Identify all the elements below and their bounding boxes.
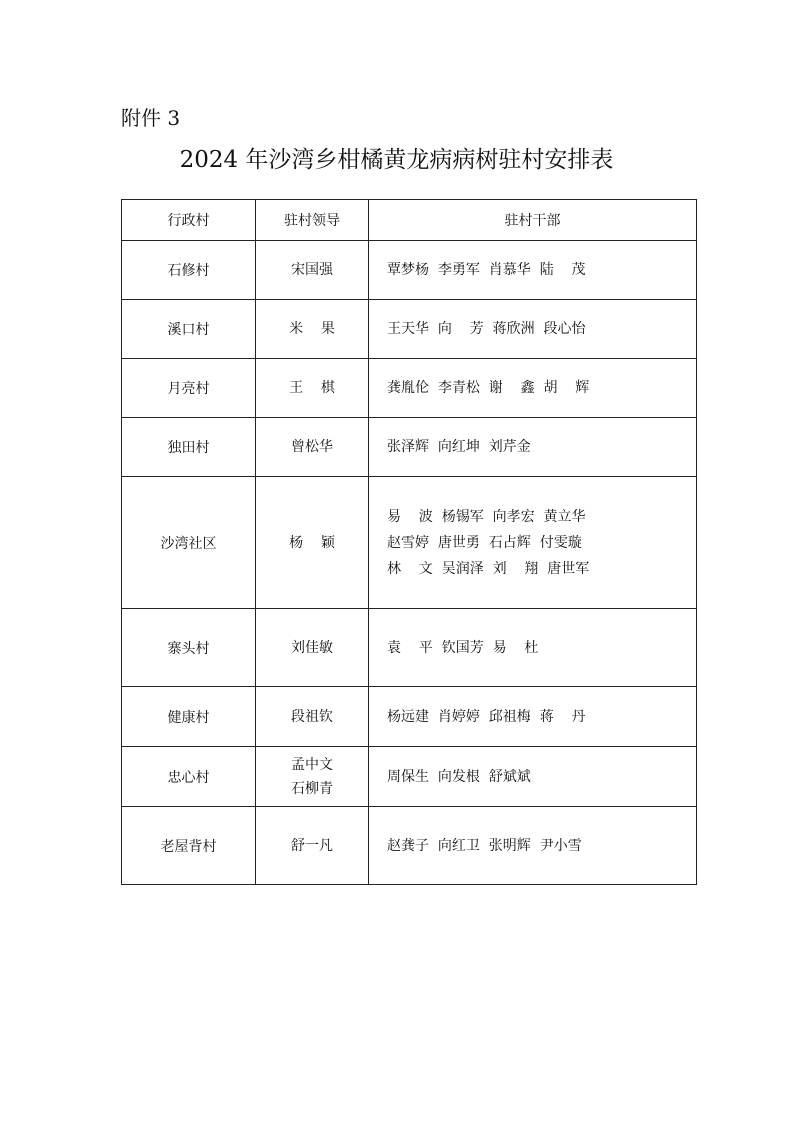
village-cell: 溪口村 <box>122 300 256 359</box>
cadres-cell <box>369 477 697 609</box>
leader-name: 舒一凡 <box>291 837 333 854</box>
cadres-line: 易 波 杨锡军 向孝宏 黄立华 <box>387 508 586 525</box>
cadres-line: 王天华 向 芳 蒋欣洲 段心怡 <box>387 321 586 337</box>
table-row <box>122 359 697 418</box>
table-row <box>122 687 697 747</box>
table-row <box>122 609 697 687</box>
village-cell: 老屋背村 <box>122 807 256 885</box>
cadres-line: 杨远建 肖婷婷 邱祖梅 蒋 丹 <box>387 708 586 725</box>
leader-name: 刘佳敏 <box>291 639 333 656</box>
document-title: 2024 年沙湾乡柑橘黄龙病病树驻村安排表 <box>179 147 614 173</box>
cadres-cell <box>369 609 697 687</box>
cadres-cell <box>369 807 697 885</box>
column-header-cadres: 驻村干部 <box>369 200 697 241</box>
cadres-cell <box>369 418 697 477</box>
table-row <box>122 807 697 885</box>
leader-name: 王 棋 <box>289 380 335 396</box>
table-row <box>122 418 697 477</box>
cadres-line: 龚胤伦 李青松 谢 鑫 胡 辉 <box>387 380 590 396</box>
village-cell: 石修村 <box>122 241 256 300</box>
leader-name: 段祖钦 <box>291 708 333 725</box>
village-cell: 独田村 <box>122 418 256 477</box>
cadres-line: 赵雪婷 唐世勇 石占辉 付雯璇 <box>387 534 582 551</box>
cadres-line: 袁 平 钦国芳 易 杜 <box>387 639 539 656</box>
cadres-line: 周保生 向发根 舒斌斌 <box>387 768 531 785</box>
cadres-cell <box>369 359 697 418</box>
table-row <box>122 241 697 300</box>
leader-cell <box>256 300 369 359</box>
cadres-line: 张泽辉 向红坤 刘芹金 <box>387 439 531 455</box>
village-cell: 健康村 <box>122 687 256 747</box>
cadres-cell <box>369 687 697 747</box>
village-cell: 沙湾社区 <box>122 477 256 609</box>
leader-name: 石柳青 <box>291 780 333 797</box>
table-row <box>122 477 697 609</box>
leader-cell <box>256 609 369 687</box>
village-cell: 寨头村 <box>122 609 256 687</box>
leader-cell <box>256 687 369 747</box>
table-row <box>122 300 697 359</box>
cadres-cell <box>369 241 697 300</box>
table-header-row <box>122 200 697 241</box>
cadres-cell <box>369 747 697 807</box>
village-cell: 忠心村 <box>122 747 256 807</box>
cadres-line: 赵龚子 向红卫 张明辉 尹小雪 <box>387 837 582 854</box>
cadres-line: 林 文 吴润泽 刘 翔 唐世军 <box>387 560 590 577</box>
assignment-table <box>121 199 697 885</box>
leader-name: 宋国强 <box>291 262 333 278</box>
leader-cell <box>256 747 369 807</box>
leader-cell <box>256 359 369 418</box>
table-row <box>122 747 697 807</box>
attachment-label: 附件 3 <box>121 106 181 130</box>
cadres-line: 覃梦杨 李勇军 肖慕华 陆 茂 <box>387 262 586 278</box>
column-header-leader: 驻村领导 <box>256 200 369 241</box>
leader-cell <box>256 418 369 477</box>
leader-name: 米 果 <box>289 321 335 337</box>
leader-name: 曾松华 <box>291 439 333 455</box>
leader-name: 杨 颖 <box>289 534 335 551</box>
column-header-village: 行政村 <box>122 200 256 241</box>
leader-cell <box>256 241 369 300</box>
village-cell: 月亮村 <box>122 359 256 418</box>
leader-cell <box>256 807 369 885</box>
cadres-cell <box>369 300 697 359</box>
leader-cell <box>256 477 369 609</box>
leader-name: 孟中文 <box>291 756 333 773</box>
